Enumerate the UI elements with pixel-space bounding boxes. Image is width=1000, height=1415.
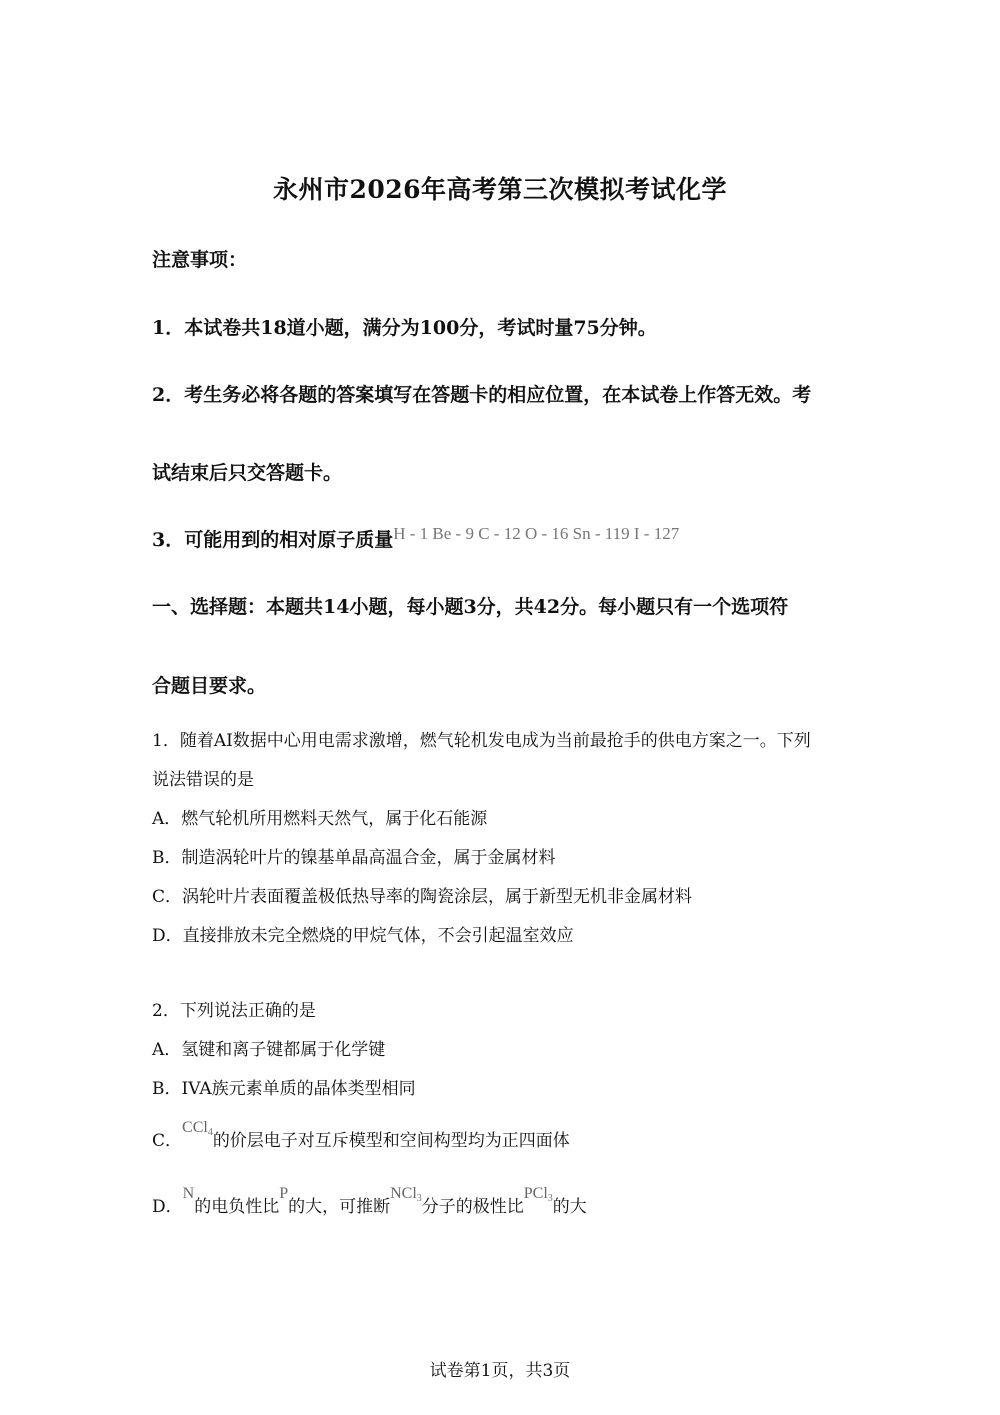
q2-option-d (152, 1185, 587, 1218)
q2-option-b: B．IVA族元素单质的晶体类型相同 (152, 1079, 416, 1099)
symbol-p: P (279, 1185, 289, 1202)
symbol-n: N (182, 1185, 195, 1202)
q1-option-b: B．制造涡轮叶片的镍基单晶高温合金，属于金属材料 (152, 848, 556, 868)
q2-option-c-label: C． (152, 1131, 183, 1151)
notice-item-1: 1．本试卷共18道小题，满分为100分，考试时量75分钟。 (152, 317, 657, 339)
q2-option-d-text-4: 的大 (552, 1197, 587, 1217)
q2-stem: 2．下列说法正确的是 (152, 1001, 316, 1021)
q1-option-d: D．直接排放未完全燃烧的甲烷气体，不会引起温室效应 (152, 926, 574, 946)
notice-item-3-label: 3．可能用到的相对原子质量 (152, 529, 394, 551)
notice-item-2-line-1: 2．考生务必将各题的答案填写在答题卡的相应位置，在本试卷上作答无效。考 (152, 384, 812, 406)
q1-stem-line-1: 1．随着AI数据中心用电需求激增，燃气轮机发电成为当前最抢手的供电方案之一。下列 (152, 731, 811, 751)
notice-heading: 注意事项： (152, 249, 248, 271)
q2-option-d-label: D． (152, 1197, 183, 1217)
q2-option-d-text-3: 分子的极性比 (421, 1197, 524, 1217)
q2-option-d-text-2: 的大，可推断 (288, 1197, 391, 1217)
q1-option-a: A．燃气轮机所用燃料天然气，属于化石能源 (152, 809, 488, 829)
q2-option-d-text-1: 的电负性比 (194, 1197, 280, 1217)
q2-option-c-text: 的价层电子对互斥模型和空间构型均为正四面体 (212, 1131, 570, 1151)
q1-option-c: C．涡轮叶片表面覆盖极低热导率的陶瓷涂层，属于新型无机非金属材料 (152, 887, 693, 907)
q2-option-a: A．氢键和离子键都属于化学键 (152, 1040, 386, 1060)
notice-item-2-line-2: 试结束后只交答题卡。 (152, 462, 343, 484)
formula-ccl4: CCl$_4$ (182, 1119, 213, 1138)
page-footer: 试卷第1页，共3页 (429, 1361, 571, 1381)
formula-pcl3: PCl$_3$ (523, 1185, 553, 1204)
exam-title: 永州市2026年高考第三次模拟考试化学 (272, 175, 728, 204)
formula-ncl3: NCl$_3$ (390, 1185, 422, 1204)
section-heading-line-2: 合题目要求。 (152, 675, 267, 697)
q2-option-c (152, 1119, 570, 1152)
atomic-masses: H - 1 Be - 9 C - 12 O - 16 Sn - 119 I - 127 (393, 524, 680, 543)
q1-stem-line-2: 说法错误的是 (152, 770, 254, 790)
notice-item-3 (152, 525, 679, 552)
section-heading-line-1: 一、选择题：本题共14小题，每小题3分，共42分。每小题只有一个选项符 (152, 596, 789, 618)
